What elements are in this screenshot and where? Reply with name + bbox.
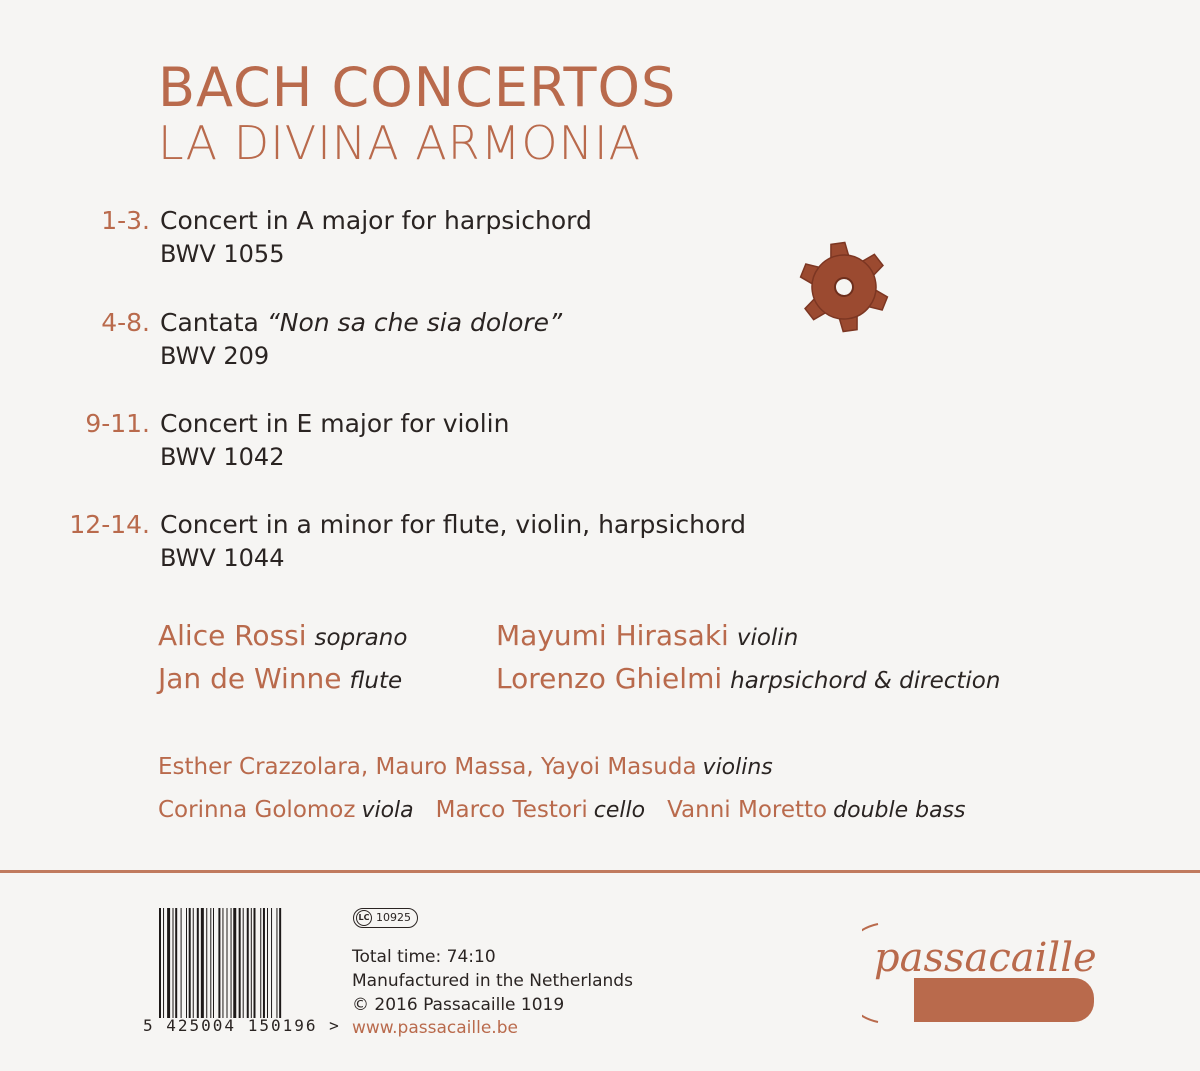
soloist-role: soprano <box>314 625 408 651</box>
track-title: Concert in E major for violin <box>160 409 510 438</box>
track-number: 4-8. <box>101 308 150 337</box>
ensemble-name: Vanni Moretto <box>667 797 828 823</box>
ensemble-line-2 <box>158 794 987 828</box>
soloist-name: Jan de Winne <box>158 662 342 695</box>
soloist-name: Mayumi Hirasaki <box>496 619 729 652</box>
track-catalog: BWV 209 <box>160 342 270 370</box>
manufactured-note: Manufactured in the Netherlands <box>352 971 633 991</box>
barcode-icon <box>159 908 319 1018</box>
ensemble-names: Esther Crazzolara, Mauro Massa, Yayoi Masuda <box>158 754 697 780</box>
footer-divider <box>0 870 1200 873</box>
barcode-digits: 5 425004 150196 > <box>143 1016 341 1035</box>
lc-icon: LC <box>356 910 372 926</box>
track-number: 9-11. <box>85 409 150 438</box>
copyright: © 2016 Passacaille 1019 <box>352 995 565 1015</box>
passacaille-logo-text: passacaille <box>874 935 1097 981</box>
track-title-italic: “Non sa che sia dolore” <box>266 308 563 337</box>
track-number: 12-14. <box>69 510 150 539</box>
website-link[interactable]: www.passacaille.be <box>352 1018 518 1038</box>
label-code: 10925 <box>376 911 411 924</box>
total-time: Total time: 74:10 <box>352 947 496 967</box>
soloist <box>158 618 407 658</box>
ensemble-role: cello <box>593 798 646 823</box>
track-title: Cantata “Non sa che sia dolore” <box>160 308 563 337</box>
soloist-role: harpsichord & direction <box>730 668 1001 694</box>
soloist <box>158 661 402 701</box>
soloist <box>496 618 798 658</box>
gear-icon <box>782 232 902 342</box>
track-catalog: BWV 1044 <box>160 544 285 572</box>
ensemble-name: LA DIVINA ARMONIA <box>158 116 642 170</box>
track-catalog: BWV 1055 <box>160 240 285 268</box>
track-catalog: BWV 1042 <box>160 443 285 471</box>
soloist-role: violin <box>736 625 799 651</box>
ensemble-violins <box>158 751 795 785</box>
soloist <box>496 661 1000 701</box>
ensemble-role: violins <box>702 755 773 780</box>
soloist-name: Lorenzo Ghielmi <box>496 662 723 695</box>
ensemble-role: viola <box>361 798 414 823</box>
ensemble-role: double bass <box>833 798 966 823</box>
ensemble-name: Corinna Golomoz <box>158 797 356 823</box>
track-number: 1-3. <box>101 206 150 235</box>
label-code-badge <box>353 908 418 928</box>
album-title: BACH CONCERTOS <box>158 56 677 119</box>
track-title: Concert in a minor for flute, violin, harpsichord <box>160 510 746 539</box>
soloist-role: flute <box>349 668 403 694</box>
track-title: Concert in A major for harpsichord <box>160 206 592 235</box>
ensemble-name: Marco Testori <box>435 797 588 823</box>
soloist-name: Alice Rossi <box>158 619 307 652</box>
